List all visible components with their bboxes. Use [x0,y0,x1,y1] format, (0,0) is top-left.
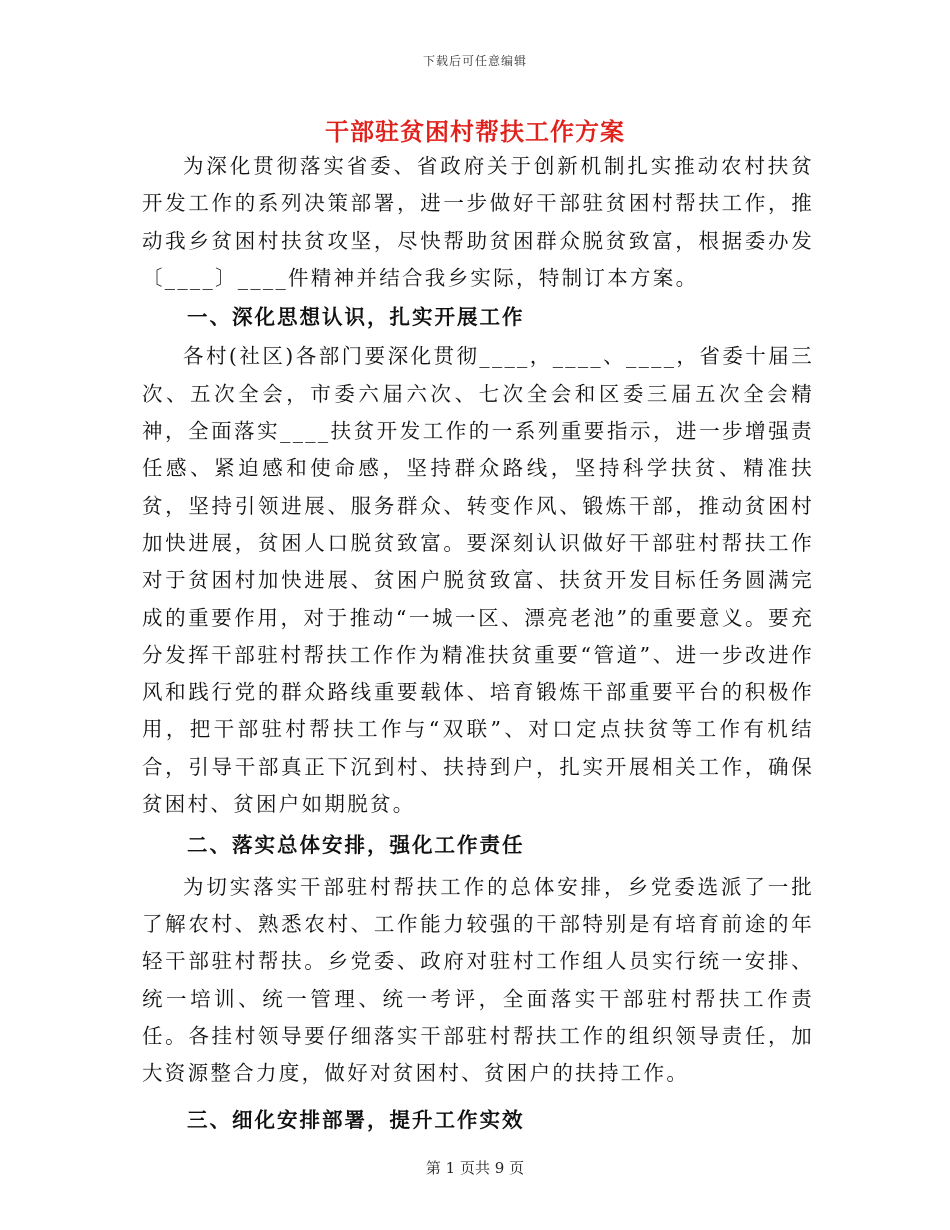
section-heading-3: 三、细化安排部署，提升工作实效 [187,1108,525,1133]
document-title: 干部驻贫困村帮扶工作方案 [325,117,625,146]
section-paragraph-1: 各村(社区)各部门要深化贯彻____，____、____，省委十届三次、五次全会，市委六届六次、七次全会和区委三届五次全会精神，全面落实____扶贫开发工作的一系列重要指示，进一步增强责任感、紧迫感和使命感，坚持群众路线，坚持科学扶贫、精准扶贫，坚持引领进展、服务群众、转变作风、锻炼干部，推动贫困村加快进展，贫困人口脱贫致富。要深刻认识做好干部驻村帮扶工作对于贫困村加快进展、贫困户脱贫致富、扶贫开发目标任务圆满完成的重要作用，对于推动“一城一区、漂亮老池”的重要意义。要充分发挥干部驻村帮扶工作作为精准扶贫重要“管道”、进一步改进作风和践行党的群众路线重要载体、培育锻炼干部重要平台的积极作用，把干部驻村帮扶工作与“双联”、对口定点扶贫等工作有机结合，引导干部真正下沉到村、扶持到户，扎实开展相关工作，确保贫困村、贫困户如期脱贫。 [142,344,814,817]
page-header-note: 下载后可任意编辑 [422,54,527,68]
section-heading-2: 二、落实总体安排，强化工作责任 [187,833,525,858]
document-body [142,148,814,1140]
section-paragraph-2: 为切实落实干部驻村帮扶工作的总体安排，乡党委选派了一批了解农村、熟悉农村、工作能力较强的干部特别是有培育前途的年轻干部驻村帮扶。乡党委、政府对驻村工作组人员实行统一安排、统一培训、统一管理、统一考评，全面落实干部驻村帮扶工作责任。各挂村领导要仔细落实干部驻村帮扶工作的组织领导责任，加大资源整合力度，做好对贫困村、贫困户的扶持工作。 [142,874,814,1086]
intro-paragraph: 为深化贯彻落实省委、省政府关于创新机制扎实推动农村扶贫开发工作的系列决策部署，进一步做好干部驻贫困村帮扶工作，推动我乡贫困村扶贫攻坚，尽快帮助贫困群众脱贫致富，根据委办发〔____〕____件精神并结合我乡实际，特制订本方案。 [142,154,814,290]
section-heading-1: 一、深化思想认识，扎实开展工作 [187,305,525,330]
page-number: 第 1 页共 9 页 [425,1159,525,1177]
